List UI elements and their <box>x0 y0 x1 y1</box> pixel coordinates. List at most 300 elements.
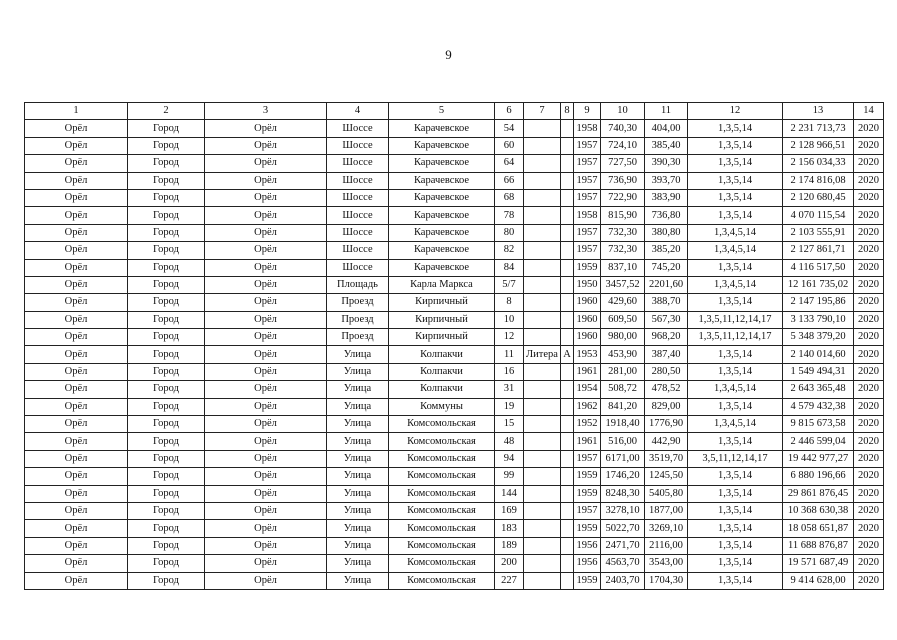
column-header-11: 11 <box>645 103 688 120</box>
table-cell-col-11: 385,20 <box>645 242 688 259</box>
table-cell-col-12: 1,3,4,5,14 <box>688 416 783 433</box>
table-cell-col-7 <box>524 381 561 398</box>
table-row <box>25 294 884 311</box>
table-cell-col-13: 3 133 790,10 <box>783 311 854 328</box>
table-cell-col-13: 9 414 628,00 <box>783 572 854 589</box>
table-cell-col-10: 815,90 <box>601 207 645 224</box>
table-cell-col-14: 2020 <box>854 572 884 589</box>
table-cell-col-8: А <box>561 346 574 363</box>
table-cell-col-1: Орёл <box>25 120 128 137</box>
table-cell-col-11: 2201,60 <box>645 276 688 293</box>
table-cell-col-12: 1,3,5,11,12,14,17 <box>688 311 783 328</box>
table-cell-col-7 <box>524 172 561 189</box>
table-cell-col-2: Город <box>128 346 205 363</box>
table-cell-col-6: 169 <box>495 502 524 519</box>
table-cell-col-13: 2 643 365,48 <box>783 381 854 398</box>
table-cell-col-2: Город <box>128 485 205 502</box>
table-cell-col-13: 4 070 115,54 <box>783 207 854 224</box>
table-cell-col-5: Комсомольская <box>389 555 495 572</box>
table-cell-col-7 <box>524 259 561 276</box>
table-cell-col-10: 1746,20 <box>601 468 645 485</box>
table-cell-col-4: Площадь <box>327 276 389 293</box>
table-cell-col-14: 2020 <box>854 189 884 206</box>
table-cell-col-12: 1,3,5,14 <box>688 346 783 363</box>
table-cell-col-6: 12 <box>495 329 524 346</box>
table-cell-col-8 <box>561 520 574 537</box>
table-cell-col-3: Орёл <box>205 450 327 467</box>
table-cell-col-7 <box>524 572 561 589</box>
table-cell-col-10: 837,10 <box>601 259 645 276</box>
table-cell-col-13: 11 688 876,87 <box>783 537 854 554</box>
table-cell-col-12: 1,3,5,14 <box>688 189 783 206</box>
table-cell-col-13: 12 161 735,02 <box>783 276 854 293</box>
table-cell-col-12: 1,3,5,14 <box>688 259 783 276</box>
table-cell-col-14: 2020 <box>854 468 884 485</box>
table-cell-col-1: Орёл <box>25 572 128 589</box>
table-cell-col-4: Проезд <box>327 329 389 346</box>
table-cell-col-11: 1704,30 <box>645 572 688 589</box>
table-cell-col-14: 2020 <box>854 537 884 554</box>
column-header-8: 8 <box>561 103 574 120</box>
table-cell-col-12: 1,3,5,14 <box>688 155 783 172</box>
table-cell-col-7 <box>524 189 561 206</box>
table-cell-col-9: 1950 <box>574 276 601 293</box>
table-cell-col-2: Город <box>128 416 205 433</box>
table-cell-col-12: 1,3,5,14 <box>688 433 783 450</box>
column-header-5: 5 <box>389 103 495 120</box>
table-cell-col-11: 2116,00 <box>645 537 688 554</box>
table-cell-col-2: Город <box>128 172 205 189</box>
table-cell-col-13: 2 156 034,33 <box>783 155 854 172</box>
column-header-2: 2 <box>128 103 205 120</box>
table-cell-col-13: 6 880 196,66 <box>783 468 854 485</box>
table-cell-col-6: 68 <box>495 189 524 206</box>
table-cell-col-8 <box>561 189 574 206</box>
table-cell-col-6: 189 <box>495 537 524 554</box>
table-cell-col-4: Улица <box>327 520 389 537</box>
table-cell-col-9: 1959 <box>574 485 601 502</box>
table-cell-col-14: 2020 <box>854 450 884 467</box>
table-cell-col-4: Улица <box>327 381 389 398</box>
table-cell-col-1: Орёл <box>25 555 128 572</box>
table-cell-col-9: 1957 <box>574 450 601 467</box>
table-cell-col-3: Орёл <box>205 224 327 241</box>
table-cell-col-2: Город <box>128 276 205 293</box>
table-cell-col-12: 1,3,4,5,14 <box>688 381 783 398</box>
table-cell-col-5: Комсомольская <box>389 537 495 554</box>
table-cell-col-8 <box>561 224 574 241</box>
table-cell-col-4: Улица <box>327 346 389 363</box>
table-cell-col-4: Улица <box>327 416 389 433</box>
table-cell-col-3: Орёл <box>205 416 327 433</box>
table-cell-col-11: 1776,90 <box>645 416 688 433</box>
table-cell-col-3: Орёл <box>205 294 327 311</box>
table-cell-col-2: Город <box>128 537 205 554</box>
table-cell-col-12: 1,3,5,14 <box>688 294 783 311</box>
table-cell-col-6: 64 <box>495 155 524 172</box>
table-cell-col-7 <box>524 224 561 241</box>
table-cell-col-12: 1,3,5,14 <box>688 572 783 589</box>
table-cell-col-2: Город <box>128 450 205 467</box>
table-cell-col-4: Шоссе <box>327 189 389 206</box>
table-cell-col-13: 18 058 651,87 <box>783 520 854 537</box>
table-cell-col-11: 380,80 <box>645 224 688 241</box>
table-cell-col-8 <box>561 398 574 415</box>
table-cell-col-1: Орёл <box>25 537 128 554</box>
table-row <box>25 537 884 554</box>
table-cell-col-9: 1960 <box>574 311 601 328</box>
table-cell-col-4: Шоссе <box>327 207 389 224</box>
table-row <box>25 555 884 572</box>
table-cell-col-5: Карачевское <box>389 120 495 137</box>
table-cell-col-9: 1958 <box>574 120 601 137</box>
table-body <box>25 120 884 590</box>
table-cell-col-7 <box>524 242 561 259</box>
table-cell-col-4: Улица <box>327 572 389 589</box>
table-cell-col-12: 1,3,4,5,14 <box>688 276 783 293</box>
table-cell-col-13: 2 446 599,04 <box>783 433 854 450</box>
table-cell-col-1: Орёл <box>25 381 128 398</box>
table-row <box>25 120 884 137</box>
table-cell-col-2: Город <box>128 311 205 328</box>
table-cell-col-2: Город <box>128 572 205 589</box>
table-cell-col-10: 740,30 <box>601 120 645 137</box>
table-cell-col-5: Карла Маркса <box>389 276 495 293</box>
table-cell-col-14: 2020 <box>854 224 884 241</box>
table-cell-col-2: Город <box>128 520 205 537</box>
column-header-9: 9 <box>574 103 601 120</box>
table-cell-col-13: 2 103 555,91 <box>783 224 854 241</box>
table-cell-col-13: 9 815 673,58 <box>783 416 854 433</box>
table-cell-col-5: Комсомольская <box>389 520 495 537</box>
table-cell-col-13: 2 140 014,60 <box>783 346 854 363</box>
table-cell-col-5: Кирпичный <box>389 294 495 311</box>
table-cell-col-1: Орёл <box>25 502 128 519</box>
table-row <box>25 346 884 363</box>
table-cell-col-9: 1961 <box>574 433 601 450</box>
table-cell-col-13: 2 120 680,45 <box>783 189 854 206</box>
table-row <box>25 502 884 519</box>
table-cell-col-2: Город <box>128 502 205 519</box>
table-cell-col-5: Карачевское <box>389 155 495 172</box>
table-cell-col-11: 829,00 <box>645 398 688 415</box>
table-cell-col-5: Кирпичный <box>389 329 495 346</box>
table-cell-col-8 <box>561 294 574 311</box>
table-cell-col-12: 1,3,4,5,14 <box>688 242 783 259</box>
table-cell-col-3: Орёл <box>205 155 327 172</box>
table-cell-col-8 <box>561 172 574 189</box>
table-cell-col-11: 478,52 <box>645 381 688 398</box>
table-cell-col-3: Орёл <box>205 172 327 189</box>
table-cell-col-6: 60 <box>495 137 524 154</box>
table-row <box>25 207 884 224</box>
table-cell-col-13: 4 116 517,50 <box>783 259 854 276</box>
table-cell-col-6: 200 <box>495 555 524 572</box>
table-cell-col-7 <box>524 416 561 433</box>
table-cell-col-7 <box>524 520 561 537</box>
table-cell-col-7 <box>524 137 561 154</box>
table-cell-col-7 <box>524 433 561 450</box>
table-cell-col-10: 5022,70 <box>601 520 645 537</box>
table-cell-col-1: Орёл <box>25 189 128 206</box>
table-cell-col-9: 1954 <box>574 381 601 398</box>
table-cell-col-2: Город <box>128 555 205 572</box>
table-cell-col-13: 5 348 379,20 <box>783 329 854 346</box>
table-cell-col-4: Проезд <box>327 311 389 328</box>
table-row <box>25 485 884 502</box>
table-cell-col-5: Карачевское <box>389 137 495 154</box>
table-cell-col-10: 2403,70 <box>601 572 645 589</box>
table-cell-col-11: 280,50 <box>645 363 688 380</box>
housing-registry-table <box>24 102 884 590</box>
table-cell-col-14: 2020 <box>854 520 884 537</box>
table-cell-col-11: 383,90 <box>645 189 688 206</box>
table-cell-col-7 <box>524 468 561 485</box>
table-cell-col-14: 2020 <box>854 555 884 572</box>
table-cell-col-10: 3457,52 <box>601 276 645 293</box>
table-cell-col-11: 387,40 <box>645 346 688 363</box>
table-cell-col-11: 567,30 <box>645 311 688 328</box>
table-cell-col-5: Карачевское <box>389 259 495 276</box>
table-row <box>25 259 884 276</box>
column-header-12: 12 <box>688 103 783 120</box>
table-cell-col-5: Комсомольская <box>389 572 495 589</box>
table-cell-col-2: Город <box>128 398 205 415</box>
table-cell-col-8 <box>561 155 574 172</box>
table-cell-col-4: Проезд <box>327 294 389 311</box>
table-cell-col-9: 1957 <box>574 155 601 172</box>
table-cell-col-11: 5405,80 <box>645 485 688 502</box>
table-cell-col-8 <box>561 137 574 154</box>
table-cell-col-2: Город <box>128 433 205 450</box>
table-cell-col-9: 1962 <box>574 398 601 415</box>
column-header-6: 6 <box>495 103 524 120</box>
table-cell-col-6: 10 <box>495 311 524 328</box>
table-cell-col-14: 2020 <box>854 329 884 346</box>
table-cell-col-7 <box>524 294 561 311</box>
table-cell-col-12: 1,3,5,14 <box>688 520 783 537</box>
table-cell-col-2: Город <box>128 329 205 346</box>
table-cell-col-1: Орёл <box>25 468 128 485</box>
table-cell-col-12: 1,3,5,14 <box>688 172 783 189</box>
table-cell-col-2: Город <box>128 242 205 259</box>
table-cell-col-3: Орёл <box>205 346 327 363</box>
table-cell-col-8 <box>561 276 574 293</box>
table-cell-col-3: Орёл <box>205 329 327 346</box>
table-cell-col-3: Орёл <box>205 137 327 154</box>
table-cell-col-3: Орёл <box>205 363 327 380</box>
table-cell-col-1: Орёл <box>25 520 128 537</box>
table-cell-col-12: 1,3,5,14 <box>688 398 783 415</box>
table-cell-col-10: 980,00 <box>601 329 645 346</box>
table-cell-col-4: Шоссе <box>327 224 389 241</box>
table-cell-col-3: Орёл <box>205 242 327 259</box>
table-cell-col-10: 281,00 <box>601 363 645 380</box>
table-cell-col-7 <box>524 363 561 380</box>
table-cell-col-9: 1959 <box>574 259 601 276</box>
table-row <box>25 172 884 189</box>
table-cell-col-6: 82 <box>495 242 524 259</box>
table-cell-col-1: Орёл <box>25 485 128 502</box>
table-cell-col-9: 1960 <box>574 294 601 311</box>
table-cell-col-13: 2 147 195,86 <box>783 294 854 311</box>
table-cell-col-6: 11 <box>495 346 524 363</box>
table-cell-col-3: Орёл <box>205 259 327 276</box>
table-cell-col-8 <box>561 433 574 450</box>
table-cell-col-14: 2020 <box>854 433 884 450</box>
table-cell-col-13: 2 231 713,73 <box>783 120 854 137</box>
table-cell-col-5: Комсомольская <box>389 416 495 433</box>
table-row <box>25 416 884 433</box>
table-cell-col-5: Комсомольская <box>389 450 495 467</box>
table-cell-col-14: 2020 <box>854 363 884 380</box>
table-cell-col-4: Шоссе <box>327 259 389 276</box>
table-cell-col-1: Орёл <box>25 294 128 311</box>
table-cell-col-1: Орёл <box>25 172 128 189</box>
table-cell-col-5: Комсомольская <box>389 502 495 519</box>
table-cell-col-14: 2020 <box>854 155 884 172</box>
table-cell-col-1: Орёл <box>25 398 128 415</box>
table-cell-col-11: 3543,00 <box>645 555 688 572</box>
table-cell-col-4: Шоссе <box>327 242 389 259</box>
table-cell-col-11: 442,90 <box>645 433 688 450</box>
table-cell-col-6: 227 <box>495 572 524 589</box>
table-cell-col-10: 516,00 <box>601 433 645 450</box>
table-row <box>25 224 884 241</box>
table-cell-col-2: Город <box>128 224 205 241</box>
table-cell-col-1: Орёл <box>25 207 128 224</box>
table-cell-col-8 <box>561 572 574 589</box>
table-cell-col-4: Улица <box>327 433 389 450</box>
table-cell-col-5: Колпакчи <box>389 381 495 398</box>
table-cell-col-11: 745,20 <box>645 259 688 276</box>
table-cell-col-14: 2020 <box>854 137 884 154</box>
table-cell-col-12: 1,3,5,11,12,14,17 <box>688 329 783 346</box>
table-cell-col-3: Орёл <box>205 276 327 293</box>
table-cell-col-6: 66 <box>495 172 524 189</box>
table-row <box>25 572 884 589</box>
table-cell-col-11: 968,20 <box>645 329 688 346</box>
table-cell-col-12: 1,3,5,14 <box>688 207 783 224</box>
table-row <box>25 137 884 154</box>
table-cell-col-4: Улица <box>327 537 389 554</box>
table-cell-col-9: 1957 <box>574 189 601 206</box>
table-cell-col-14: 2020 <box>854 172 884 189</box>
table-row <box>25 381 884 398</box>
table-cell-col-8 <box>561 207 574 224</box>
table-cell-col-5: Комсомольская <box>389 485 495 502</box>
table-cell-col-6: 5/7 <box>495 276 524 293</box>
table-cell-col-6: 183 <box>495 520 524 537</box>
table-cell-col-8 <box>561 468 574 485</box>
table-cell-col-12: 1,3,5,14 <box>688 485 783 502</box>
table-cell-col-3: Орёл <box>205 485 327 502</box>
table-cell-col-11: 404,00 <box>645 120 688 137</box>
table-cell-col-9: 1956 <box>574 537 601 554</box>
table-cell-col-1: Орёл <box>25 155 128 172</box>
table-row <box>25 363 884 380</box>
table-cell-col-14: 2020 <box>854 242 884 259</box>
table-cell-col-9: 1956 <box>574 555 601 572</box>
table-cell-col-10: 2471,70 <box>601 537 645 554</box>
table-cell-col-10: 1918,40 <box>601 416 645 433</box>
table-cell-col-3: Орёл <box>205 468 327 485</box>
table-cell-col-12: 1,3,5,14 <box>688 363 783 380</box>
table-cell-col-9: 1957 <box>574 137 601 154</box>
table-cell-col-11: 385,40 <box>645 137 688 154</box>
table-cell-col-11: 1877,00 <box>645 502 688 519</box>
table-cell-col-5: Карачевское <box>389 172 495 189</box>
table-cell-col-13: 19 442 977,27 <box>783 450 854 467</box>
table-cell-col-2: Город <box>128 207 205 224</box>
table-cell-col-10: 736,90 <box>601 172 645 189</box>
table-cell-col-3: Орёл <box>205 572 327 589</box>
table-row <box>25 189 884 206</box>
table-cell-col-10: 6171,00 <box>601 450 645 467</box>
table-cell-col-11: 390,30 <box>645 155 688 172</box>
table-cell-col-13: 19 571 687,49 <box>783 555 854 572</box>
table-row <box>25 450 884 467</box>
table-cell-col-8 <box>561 502 574 519</box>
table-cell-col-7 <box>524 155 561 172</box>
table-cell-col-10: 732,30 <box>601 224 645 241</box>
table-cell-col-14: 2020 <box>854 398 884 415</box>
table-cell-col-4: Улица <box>327 485 389 502</box>
table-cell-col-5: Колпакчи <box>389 363 495 380</box>
table-cell-col-8 <box>561 381 574 398</box>
table-cell-col-12: 1,3,5,14 <box>688 555 783 572</box>
table-cell-col-12: 1,3,5,14 <box>688 537 783 554</box>
table-cell-col-10: 724,10 <box>601 137 645 154</box>
table-cell-col-2: Город <box>128 137 205 154</box>
table-row <box>25 242 884 259</box>
table-row <box>25 155 884 172</box>
table-cell-col-3: Орёл <box>205 433 327 450</box>
table-cell-col-9: 1957 <box>574 224 601 241</box>
table-cell-col-10: 429,60 <box>601 294 645 311</box>
table-cell-col-6: 15 <box>495 416 524 433</box>
table-cell-col-8 <box>561 555 574 572</box>
table-cell-col-8 <box>561 259 574 276</box>
table-cell-col-8 <box>561 242 574 259</box>
table-cell-col-9: 1957 <box>574 172 601 189</box>
table-cell-col-14: 2020 <box>854 416 884 433</box>
table-cell-col-4: Улица <box>327 555 389 572</box>
table-cell-col-6: 78 <box>495 207 524 224</box>
table-cell-col-6: 8 <box>495 294 524 311</box>
table-cell-col-11: 1245,50 <box>645 468 688 485</box>
table-cell-col-6: 94 <box>495 450 524 467</box>
table-cell-col-1: Орёл <box>25 311 128 328</box>
table-cell-col-7 <box>524 276 561 293</box>
table-cell-col-13: 1 549 494,31 <box>783 363 854 380</box>
column-header-7: 7 <box>524 103 561 120</box>
table-cell-col-10: 453,90 <box>601 346 645 363</box>
table-cell-col-1: Орёл <box>25 433 128 450</box>
table-cell-col-4: Шоссе <box>327 120 389 137</box>
table-cell-col-6: 54 <box>495 120 524 137</box>
table-cell-col-2: Город <box>128 120 205 137</box>
table-cell-col-12: 1,3,5,14 <box>688 120 783 137</box>
table-cell-col-7 <box>524 311 561 328</box>
table-cell-col-8 <box>561 450 574 467</box>
table-row <box>25 520 884 537</box>
table-cell-col-13: 2 127 861,71 <box>783 242 854 259</box>
table-cell-col-2: Город <box>128 155 205 172</box>
table-cell-col-7 <box>524 450 561 467</box>
table-cell-col-4: Улица <box>327 363 389 380</box>
column-header-14: 14 <box>854 103 884 120</box>
